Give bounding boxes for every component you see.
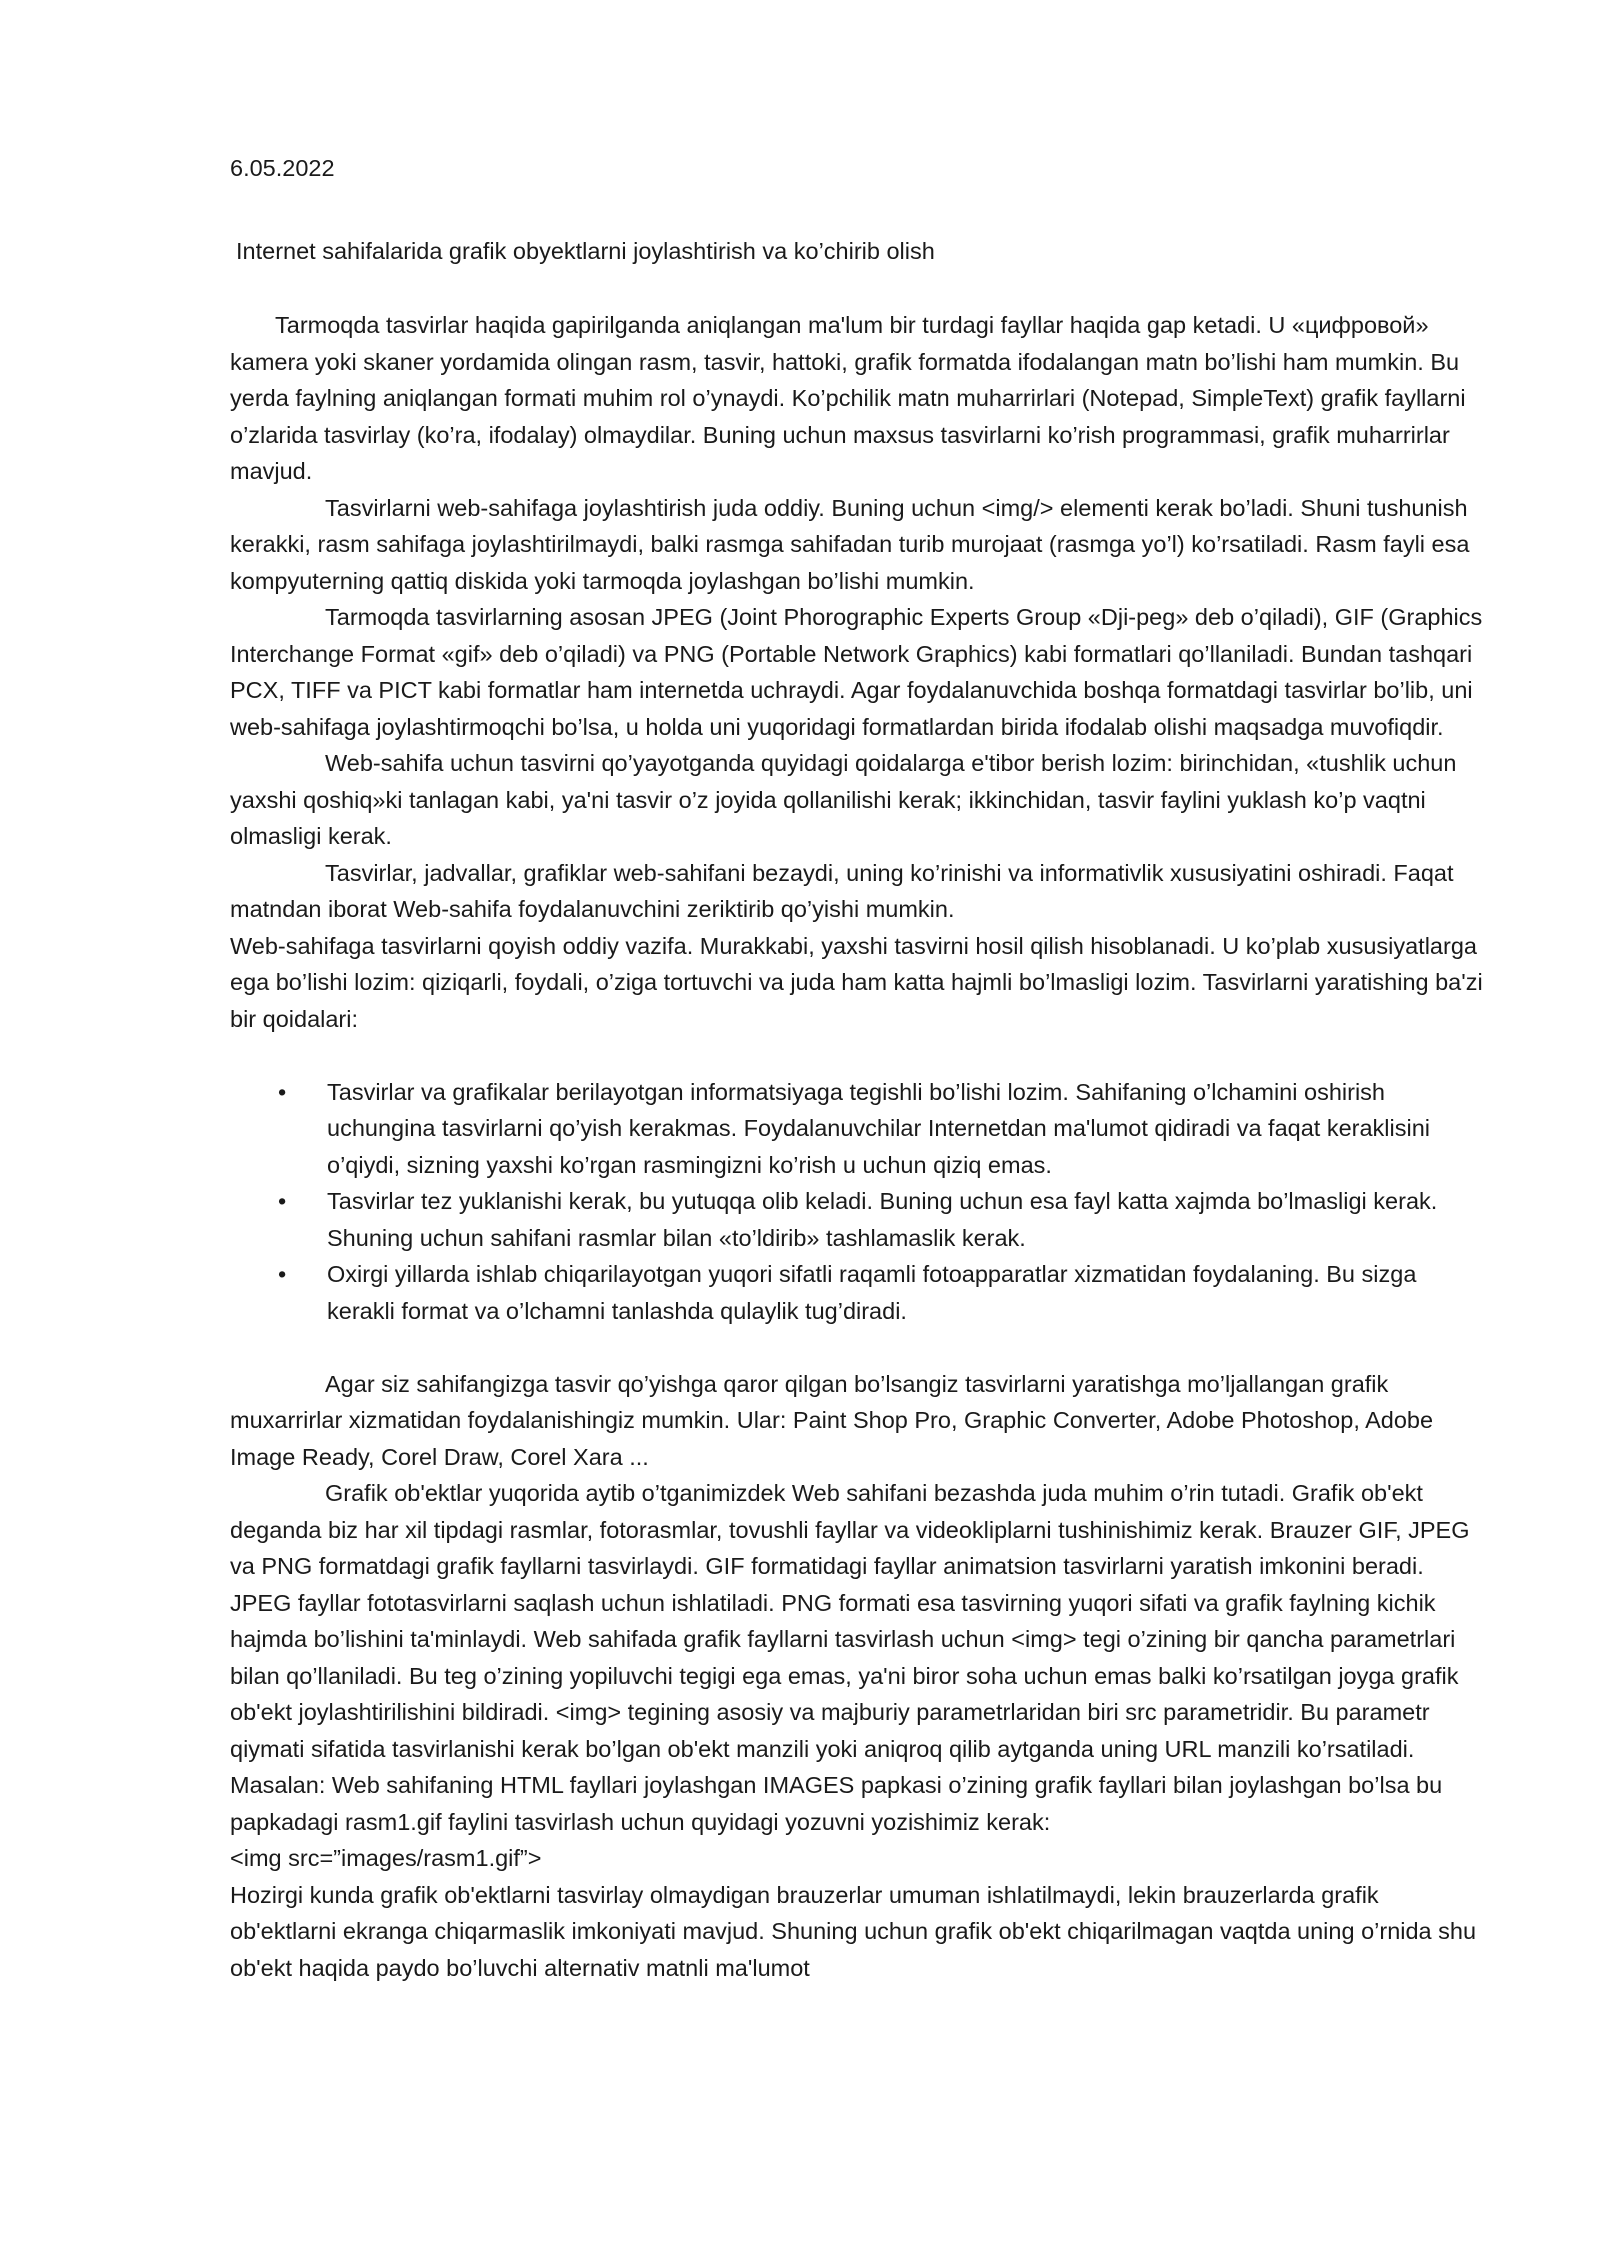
body-paragraph: Grafik ob'ektlar yuqorida aytib o’tganimizdek Web sahifani bezashda juda muhim o’rin tutadi. Grafik ob'ekt deganda biz har xil tipdagi rasmlar, fotorasmlar, tovushli fayllar va videokliplarni tushinishimiz kerak. Brauzer GIF, JPEG va PNG formatdagi grafik fayllarni tasvirlaydi. GIF formatidagi fayllar animatsion tasvirlarni yaratish imkonini beradi. JPEG fayllar fototasvirlarni saqlash uchun ishlatiladi. PNG formati esa tasvirning yuqori sifati va grafik faylning kichik hajmda bo’lishini ta'minlaydi. Web sahifada grafik fayllarni tasvirlash uchun <img> tegi o’zining bir qancha parametrlari bilan qo’llaniladi. Bu teg o’zining yopiluvchi tegigi ega emas, ya'ni biror soha uchun emas balki ko’rsatilgan joyga grafik ob'ekt joylashtirilishini bildiradi. <img> tegining asosiy va majburiy parametrlaridan biri src parametridir. Bu parametr qiymati sifatida tasvirlanishi kerak bo’lgan ob'ekt manzili yoki aniqroq qilib aytganda uning URL manzili ko’rsatiladi. bbox=[230, 1480, 1470, 1762]
body-paragraph: Tarmoqda tasvirlar haqida gapirilganda aniqlangan ma'lum bir turdagi fayllar haqida gap ketadi. U «цифровой» kamera yoki skaner yordamida olingan rasm, tasvir, hattoki, grafik formatda ifodalangan matn bo’lishi ham mumkin. Bu yerda faylning aniqlangan formati muhim rol o’ynaydi. Ko’pchilik matn muharrirlari (Notepad, SimpleText) grafik fayllarni o’zlarida tasvirlay (ko’ra, ifodalay) olmaydilar. Buning uchun maxsus tasvirlarni ko’rish programmasi, grafik muharrirlar mavjud. bbox=[230, 312, 1466, 484]
bullet-icon: • bbox=[278, 1078, 287, 1105]
body-paragraph: Web-sahifaga tasvirlarni qoyish oddiy vazifa. Murakkabi, yaxshi tasvirni hosil qilish hisoblanadi. U ko’plab xususiyatlarga ega bo’lishi lozim: qiziqarli, foydali, o’ziga tortuvchi va juda ham katta hajmli bo’lmasligi lozim. Tasvirlarni yaratishing ba'zi bir qoidalari: bbox=[230, 932, 1483, 1032]
list-item bbox=[230, 1183, 1490, 1256]
list-item-text: Tasvirlar va grafikalar berilayotgan informatsiyaga tegishli bo’lishi lozim. Sahifaning o’lchamini oshirish uchungina tasvirlarni qo’yish kerakmas. Foydalanuvchilar Internetdan ma'lumot qidiradi va faqat keraklisini o’qiydi, sizning yaxshi ko’rgan rasmingizni ko’rish u uchun qiziq emas. bbox=[327, 1078, 1431, 1178]
body-paragraph: Tarmoqda tasvirlarning asosan JPEG (Joint Phorographic Experts Group «Dji-peg» deb o’qiladi), GIF (Graphics Interchange Format «gif» deb o’qiladi) va PNG (Portable Network Graphics) kabi formatlari qo’llaniladi. Bundan tashqari PCX, TIFF va PICT kabi formatlar ham internetda uchraydi. Agar foydalanuvchida boshqa formatdagi tasvirlar bo’lib, uni web-sahifaga joylashtirmoqchi bo’lsa, u holda uni yuqoridagi formatlardan birida ifodalab olishi maqsadga muvofiqdir. bbox=[230, 604, 1483, 740]
bullet-icon: • bbox=[278, 1188, 287, 1214]
body-paragraph: Masalan: Web sahifaning HTML fayllari joylashgan IMAGES papkasi o’zining grafik fayllari bilan joylashgan bo’lsa bu papkadagi rasm1.gif faylini tasvirlash uchun quyidagi yozuvni yozishimiz kerak: bbox=[230, 1772, 1443, 1835]
body-paragraph: Tasvirlar, jadvallar, grafiklar web-sahifani bezaydi, uning ko’rinishi va informativlik xususiyatini oshiradi. Faqat matndan iborat Web-sahifa foydalanuvchini zeriktirib qo’yishi mumkin. bbox=[230, 859, 1454, 922]
document-date: 6.05.2022 bbox=[230, 155, 335, 181]
document-title: Internet sahifalarida grafik obyektlarni joylashtirish va ko’chirib olish bbox=[236, 237, 935, 264]
list-item-text: Oxirgi yillarda ishlab chiqarilayotgan yuqori sifatli raqamli fotoapparatlar xizmatidan foydalaning. Bu sizga kerakli format va o’lchamni tanlashda qulaylik tug’diradi. bbox=[327, 1261, 1417, 1324]
list-item-text: Tasvirlar tez yuklanishi kerak, bu yutuqqa olib keladi. Buning uchun esa fayl katta xajmda bo’lmasligi kerak. Shuning uchun sahifani rasmlar bilan «to’ldirib» tashlamaslik kerak. bbox=[327, 1188, 1438, 1251]
body-paragraph: Web-sahifa uchun tasvirni qo’yayotganda quyidagi qoidalarga e'tibor berish lozim: birinchidan, «tushlik uchun yaxshi qoshiq»ki tanlagan kabi, ya'ni tasvir o’z joyida qollanilishi kerak; ikkinchidan, tasvir faylini yuklash ko’p vaqtni olmasligi kerak. bbox=[230, 750, 1457, 849]
document-page bbox=[230, 150, 1490, 1986]
document-body bbox=[230, 307, 1490, 1986]
body-paragraph: Tasvirlarni web-sahifaga joylashtirish juda oddiy. Buning uchun <img/> elementi kerak bo’ladi. Shuni tushunish kerakki, rasm sahifaga joylashtirilmaydi, balki rasmga sahifadan turib murojaat (rasmga yo’l) ko’rsatiladi. Rasm fayli esa kompyuterning qattiq diskida yoki tarmoqda joylashgan bo’lishi mumkin. bbox=[230, 494, 1470, 594]
bullet-icon: • bbox=[278, 1261, 287, 1287]
body-paragraph: Hozirgi kunda grafik ob'ektlarni tasvirlay olmaydigan brauzerlar umuman ishlatilmaydi, lekin brauzerlarda grafik ob'ektlarni ekranga chiqarmaslik imkoniyati mavjud. Shuning uchun grafik ob'ekt chiqarilmagan vaqtda uning o’rnida shu ob'ekt haqida paydo bo’luvchi alternativ matnli ma'lumot bbox=[230, 1881, 1477, 1981]
list-item bbox=[230, 1074, 1490, 1184]
code-example: <img src=”images/rasm1.gif”> bbox=[230, 1845, 542, 1871]
list-item bbox=[230, 1256, 1490, 1329]
rules-list bbox=[230, 1074, 1490, 1330]
body-paragraph: Agar siz sahifangizga tasvir qo’yishga qaror qilgan bo’lsangiz tasvirlarni yaratishga mo’ljallangan grafik muxarrirlar xizmatidan foydalanishingiz mumkin. Ular: Paint Shop Pro, Graphic Converter, Adobe Photoshop, Adobe Image Ready, Corel Draw, Corel Xara ... bbox=[230, 1370, 1434, 1470]
